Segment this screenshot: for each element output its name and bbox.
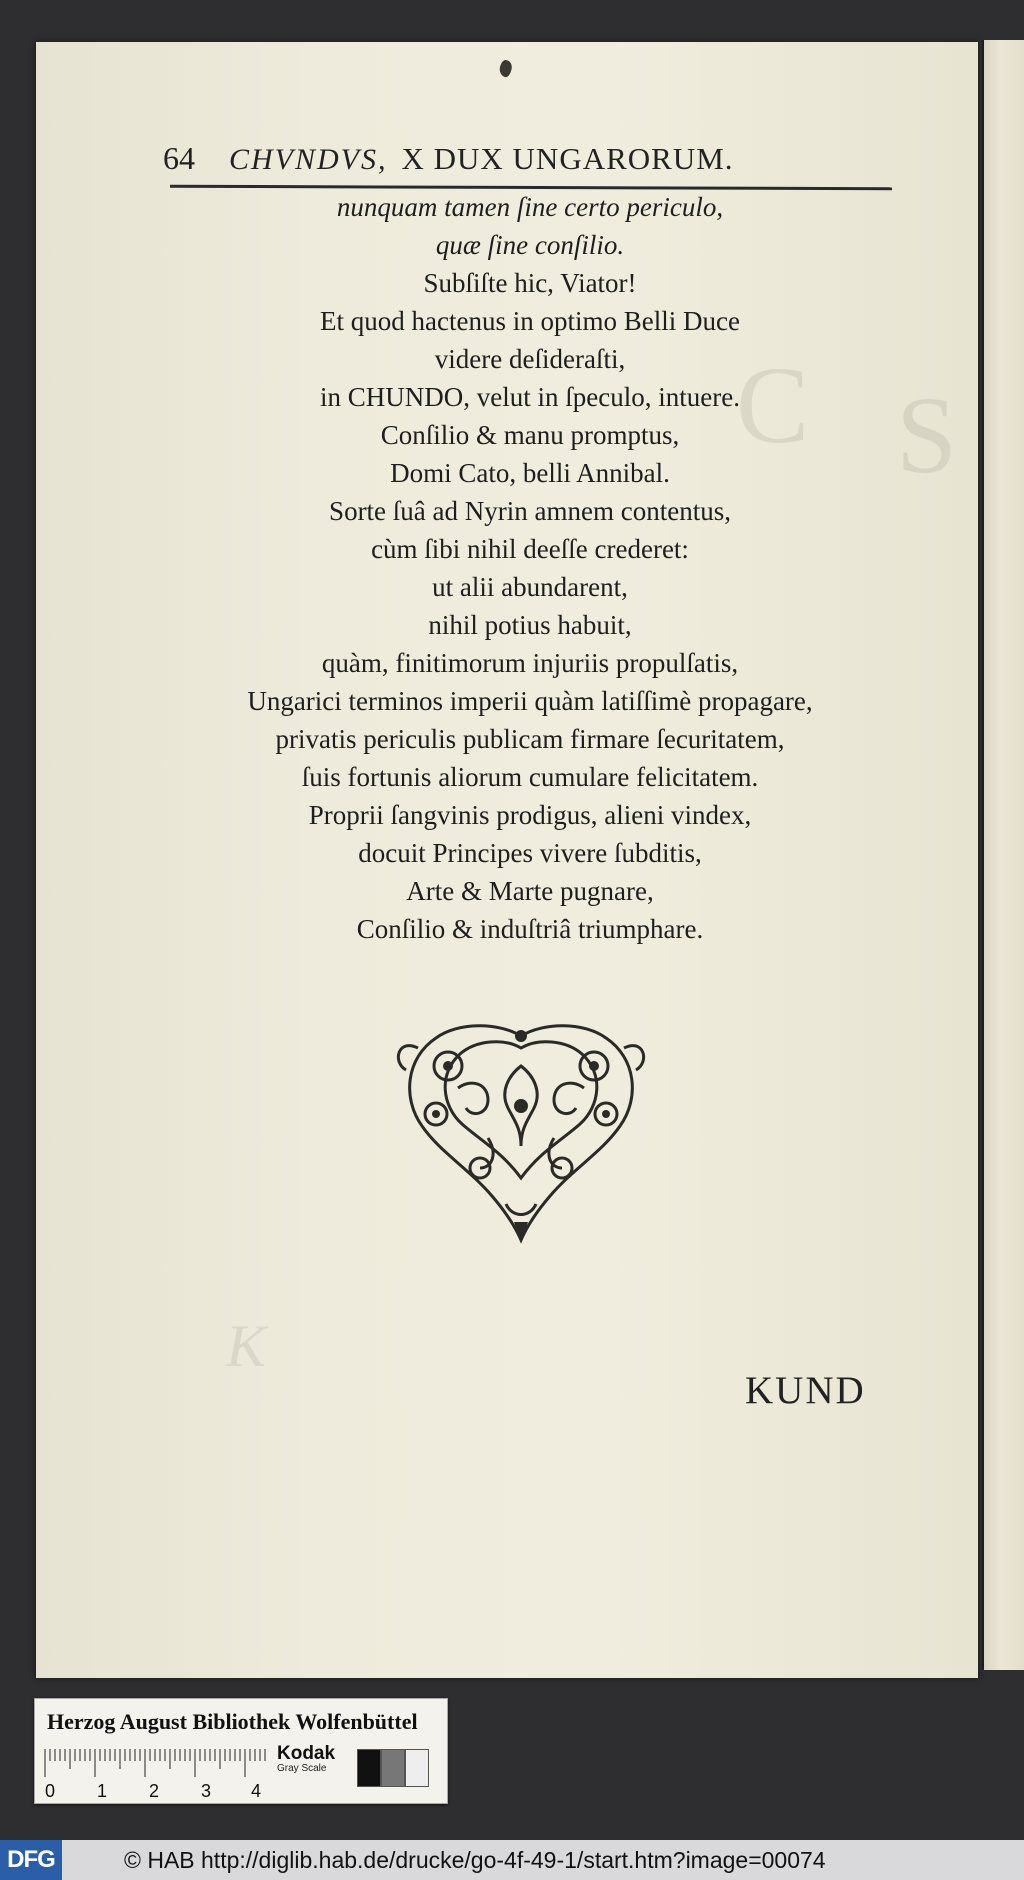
ruler-number: 2: [149, 1781, 160, 1801]
running-head: [163, 140, 883, 190]
floral-ornament-icon: [388, 1018, 654, 1244]
text-line: privatis periculis publicam firmare ſecuritatem,: [275, 724, 785, 754]
gray-swatches: [357, 1749, 429, 1787]
kodak-brand: Kodak: [277, 1743, 336, 1764]
text-line: cùm ſibi nihil deeſſe crederet:: [371, 534, 689, 564]
text-line: Proprii ſangvinis prodigus, alieni vindex,: [308, 800, 752, 830]
text-line: nunquam tamen ſine certo periculo,: [336, 192, 724, 222]
running-head-subtitle: X DUX UNGARORUM.: [401, 141, 734, 176]
swatch-black: [357, 1749, 381, 1787]
ink-blot-icon: [498, 59, 514, 79]
ruler-number: 4: [251, 1781, 262, 1801]
swatch-gray: [381, 1749, 405, 1787]
text-line: quæ ſine conſilio.: [435, 230, 625, 260]
kodak-gray-scale: Gray Scale: [277, 1763, 327, 1774]
page-number: 64: [163, 140, 195, 176]
text-line: Et quod hactenus in optimo Belli Duce: [320, 306, 740, 336]
text-line: quàm, finitimorum injuriis propulſatis,: [321, 648, 739, 678]
color-calibration-card: [34, 1698, 448, 1804]
copyright-link[interactable]: © HAB http://diglib.hab.de/drucke/go-4f-49-1/start.htm?image=00074: [124, 1846, 826, 1873]
text-line: Conſilio & manu promptus,: [380, 420, 680, 450]
text-line: ſuis fortunis aliorum cumulare felicitatem.: [301, 762, 759, 792]
inscription-text: [170, 188, 890, 948]
text-line: ut alii abundarent,: [432, 572, 628, 602]
text-line: in CHUNDO, velut in ſpeculo, intuere.: [320, 382, 740, 412]
text-line: Domi Cato, belli Annibal.: [390, 458, 670, 488]
show-through-text: S: [896, 374, 958, 496]
adjacent-page-edge: [982, 40, 1024, 1670]
running-head-title: CHVNDVS,: [229, 143, 388, 176]
text-line: docuit Principes vivere ſubditis,: [358, 838, 702, 868]
ruler-scale: [43, 1747, 269, 1779]
text-line: nihil potius habuit,: [428, 610, 632, 640]
show-through-text: K: [226, 1313, 267, 1379]
catchword: KUND: [745, 1369, 866, 1412]
text-line: Subſiſte hic, Viator!: [423, 268, 637, 298]
ruler-number: 3: [201, 1781, 212, 1801]
text-line: Conſilio & induſtriâ triumphare.: [356, 914, 704, 944]
dfg-logo[interactable]: DFG: [0, 1840, 62, 1880]
ruler-number: 1: [97, 1781, 108, 1801]
library-name: Herzog August Bibliothek Wolfenbüttel: [47, 1709, 418, 1734]
swatch-white: [405, 1749, 429, 1787]
text-line: Ungarici terminos imperii quàm latiſſimè propagare,: [247, 686, 813, 716]
footer-bar: [0, 1840, 1024, 1880]
text-line: videre deſideraſti,: [434, 344, 626, 374]
kodak-label: [277, 1743, 335, 1774]
show-through-text: C: [736, 344, 810, 466]
ruler-number: 0: [45, 1781, 56, 1801]
text-line: Arte & Marte pugnare,: [406, 876, 654, 906]
text-line: Sorte ſuâ ad Nyrin amnem contentus,: [329, 496, 731, 526]
